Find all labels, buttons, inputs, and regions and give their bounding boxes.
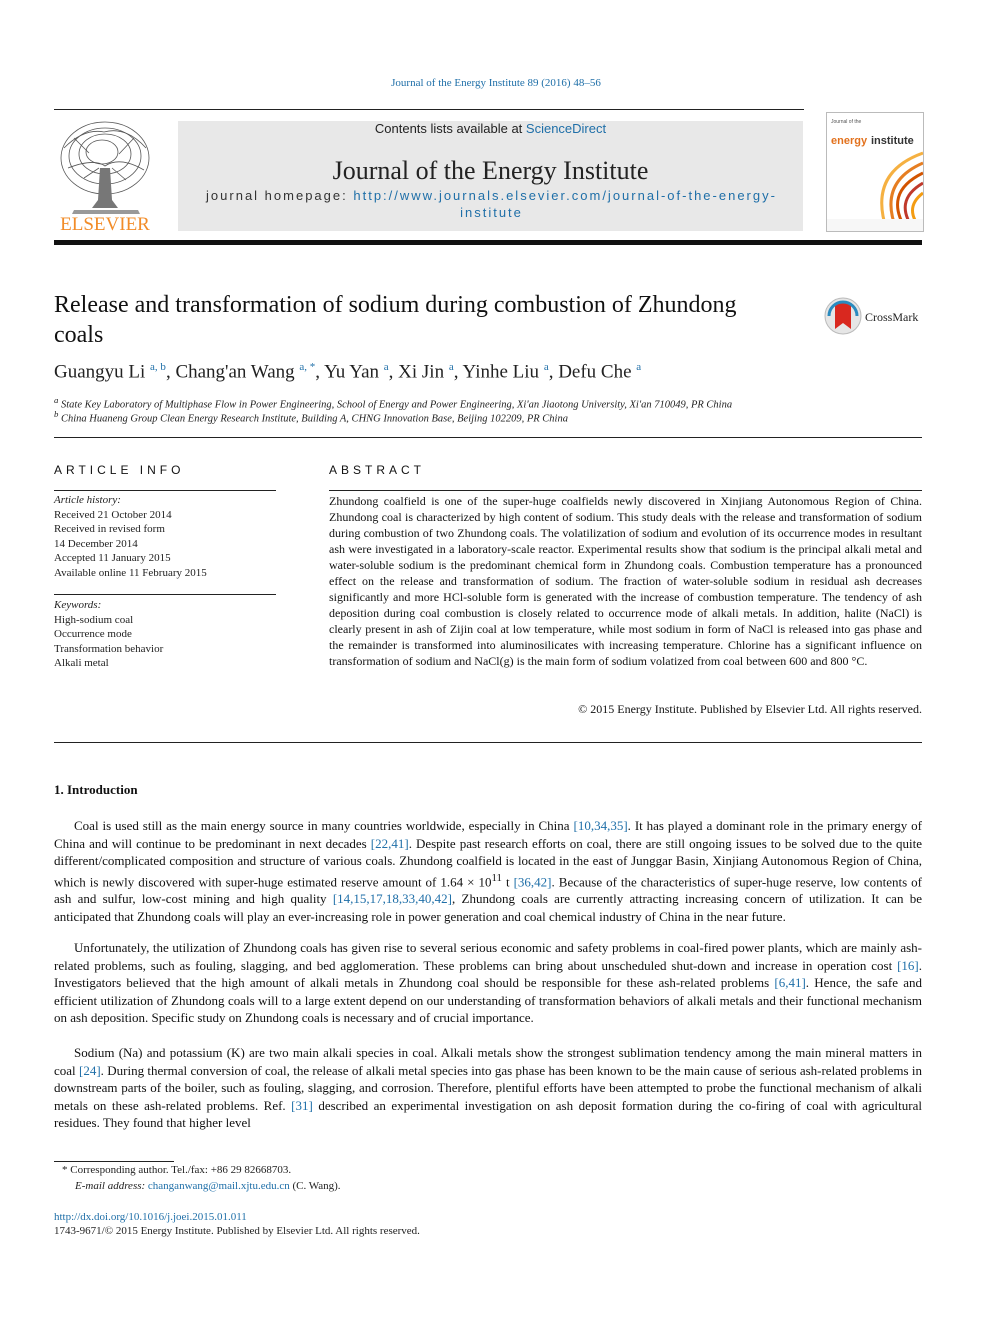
citation-link[interactable]: [14,15,17,18,33,40,42] bbox=[332, 891, 452, 907]
paragraph-text: , Zhundong coals are currently attracting increasing concern of utilization. It can be anticipated that Zhundong coals will play an ever-increasing role in power generation and coal chemical industry of China in the near future. bbox=[54, 891, 922, 924]
author-affiliation-marker[interactable]: a, * bbox=[299, 361, 316, 373]
email-note bbox=[75, 1180, 341, 1192]
paragraph-text: Sodium (Na) and potassium (K) are two main alkali species in coal. Alkali metals show the strongest sublimation tendency among the main mineral matters in coal bbox=[54, 1045, 922, 1078]
paragraph-text: . Because of the characteristics of super-huge reserve, low contents of ash and sulfur, low-cost mining and high quality bbox=[54, 873, 922, 907]
history-item: Available online 11 February 2015 bbox=[54, 566, 207, 579]
author-name[interactable]: Yinhe Liu bbox=[462, 361, 540, 383]
paragraph-text: . Investigators believed that the high amount of alkali metals in Zhundong coal should be responsible for these ash-related problems bbox=[54, 957, 922, 990]
svg-text:CrossMark: CrossMark bbox=[865, 310, 919, 324]
keywords-label: Keywords: bbox=[54, 599, 102, 611]
email-link[interactable]: changanwang@mail.xjtu.edu.cn bbox=[147, 1180, 290, 1192]
author-name[interactable]: Guangyu Li bbox=[54, 361, 146, 383]
history-item: Accepted 11 January 2015 bbox=[54, 552, 171, 564]
header-top-rule bbox=[54, 109, 804, 110]
homepage-label: journal homepage: bbox=[206, 188, 354, 203]
abstract-heading: ABSTRACT bbox=[329, 463, 426, 477]
abstract-text: Zhundong coalfield is one of the super-huge coalfields newly discovered in Xinjiang Autonomous Region of China. Zhundong coal is characterized by high content of sodium. This study deals with the release and transformation of sodium during combustion of two Zhundong coals. The volatilization of sodium and evolution of its occurrence modes in resultant ash were investigated in a laboratory-scale reactor. Experimental results show that sodium is the principal alkali metal and water-soluble sodium is the predominant chemical form in Zhundong coals. Combustion temperature has a pronounced effect on the release and transformation of sodium. The fraction of water-soluble sodium in residual ash decreases significantly and more HCl-soluble form is generated with the increase of combustion temperature. The tendency of ash deposition during coal combustion is closely related to occurrence mode of alkali metals. In addition, halite (NaCl) is clearly present in ash of Zijin coal at low temperature, while most sodium in form of NaCl is released into gas phase and the remainder is transformed into aluminosilicates with increasing temperature. Chlorine has a significant influence on transformation of sodium and NaCl(g) is the main form of sodium volatized from coal between 600 and 800 °C. bbox=[329, 494, 922, 668]
article-info-heading: ARTICLE INFO bbox=[54, 463, 185, 477]
history-item: 14 December 2014 bbox=[54, 537, 138, 550]
corresponding-author-note: * Corresponding author. Tel./fax: +86 29 82668703. bbox=[62, 1164, 292, 1176]
keyword: High-sodium coal bbox=[54, 613, 134, 626]
history-item: Received in revised form bbox=[54, 523, 165, 535]
header-bottom-rule bbox=[54, 240, 922, 245]
author-name[interactable]: Defu Che bbox=[558, 361, 632, 383]
paragraph-text: . Hence, the safe and efficient utilization of Zhundong coals will to a large extent depend on our understanding of transformation behaviors of alkali metals and their functional mechanism on ash deposition. Specific study on Zhundong coals is necessary and of crucial importance. bbox=[54, 975, 923, 1025]
paragraph-text: Coal is used still as the main energy source in many countries worldwide, especially in China bbox=[74, 818, 574, 833]
elsevier-wordmark: ELSEVIER bbox=[60, 214, 150, 234]
journal-homepage bbox=[190, 187, 793, 221]
history-item: Received 21 October 2014 bbox=[54, 508, 172, 521]
affiliation-key: b bbox=[54, 409, 59, 419]
homepage-link[interactable]: http://www.journals.elsevier.com/journal-of-the-energy-institute bbox=[353, 188, 777, 220]
email-suffix: (C. Wang). bbox=[289, 1180, 341, 1192]
footnote-rule bbox=[54, 1161, 174, 1162]
citation-link[interactable]: [6,41] bbox=[774, 975, 806, 990]
affiliation-b bbox=[54, 409, 568, 425]
keywords bbox=[54, 598, 163, 671]
affiliation-key: a bbox=[54, 395, 59, 405]
affiliation-rule bbox=[54, 437, 922, 438]
paragraph-text: . Despite past research efforts on coal, there are still ongoing issues to be solved due to the quite different/complicated composition and structure of various coals. Zhundong coalfield is located in the east of Junggar Basin, Xinjiang Autonomous Region of China, which is newly discovered with super-huge estimated reserve amount of 1.64 × 10 bbox=[54, 835, 923, 889]
keyword: Occurrence mode bbox=[54, 628, 132, 640]
history-label: Article history: bbox=[54, 494, 121, 506]
author-list: Guangyu Li $^{a, b}$, Chang'an Wang $^{a, *}$, Yu Yan $^a$, Xi Jin $^a$, Yinhe Liu $^a$, Defu Che $^a$ bbox=[54, 361, 642, 383]
citation-link[interactable]: [24] bbox=[79, 1062, 101, 1078]
paragraph-text: Unfortunately, the utilization of Zhundong coals has given rise to several serious economic and safety problems in coal-fired power plants, which are mainly ash-related problems, such as fouling, slagging, and bed agglomeration. These problems can bring about unscheduled shut-down and increase in operation cost bbox=[54, 940, 922, 973]
paragraph-text: . During thermal conversion of coal, the release of alkali metal species into gas phase has been known to be the main cause of serious ash-related problems in downstream parts of the boiler, such as fouling, slagging, and corrosion. Therefore, plentiful efforts have been attempted to probe the functional mechanism of alkali metals on these ash-related problems. Ref. bbox=[54, 1062, 922, 1113]
citation-link[interactable]: [31] bbox=[291, 1097, 313, 1113]
elsevier-tree-icon bbox=[54, 118, 156, 234]
author-affiliation-marker[interactable]: a bbox=[543, 361, 549, 373]
author-affiliation-marker[interactable]: a bbox=[448, 361, 454, 373]
citation-link[interactable]: [10,34,35] bbox=[573, 818, 628, 833]
author-name[interactable]: Chang'an Wang bbox=[175, 361, 295, 383]
keywords-rule bbox=[54, 594, 276, 595]
svg-text:energy: energy bbox=[831, 135, 868, 147]
contents-line bbox=[178, 121, 803, 136]
doi-link[interactable]: http://dx.doi.org/10.1016/j.joei.2015.01.011 bbox=[54, 1211, 247, 1223]
author-affiliation-marker[interactable]: a, b bbox=[150, 361, 166, 373]
section-heading-introduction: 1. Introduction bbox=[54, 782, 138, 797]
article-history bbox=[54, 493, 207, 580]
intro-paragraph bbox=[54, 1044, 922, 1132]
paragraph-text: described an experimental investigation on ash deposit formation during the co-firing of coal with agricultural residues. They found that higher level bbox=[54, 1097, 922, 1130]
journal-citation[interactable]: Journal of the Energy Institute 89 (2016) 48–56 bbox=[391, 77, 601, 89]
author-name[interactable]: Yu Yan bbox=[324, 361, 380, 383]
affiliation-text: State Key Laboratory of Multiphase Flow in Power Engineering, School of Energy and Power Engineering, Xi'an Jiaotong University, Xi'an 710049, PR China bbox=[61, 399, 733, 411]
contents-prefix: Contents lists available at bbox=[374, 121, 526, 136]
elsevier-logo[interactable] bbox=[54, 118, 156, 234]
citation-link[interactable]: [22,41] bbox=[370, 835, 409, 851]
cover-art-icon bbox=[827, 113, 923, 231]
journal-cover-thumbnail[interactable] bbox=[826, 112, 924, 232]
abstract-rule bbox=[329, 490, 922, 491]
author-name[interactable]: Xi Jin bbox=[398, 361, 445, 383]
body-rule bbox=[54, 742, 922, 743]
citation-link[interactable]: [36,42] bbox=[513, 873, 552, 889]
intro-paragraph bbox=[54, 939, 922, 1027]
intro-paragraph bbox=[54, 817, 922, 925]
crossmark-icon bbox=[824, 295, 924, 337]
author-affiliation-marker[interactable]: a bbox=[383, 361, 389, 373]
abstract-copyright: © 2015 Energy Institute. Published by Elsevier Ltd. All rights reserved. bbox=[578, 702, 922, 716]
citation-link[interactable]: [16] bbox=[897, 957, 919, 973]
author-affiliation-marker[interactable]: a bbox=[636, 361, 642, 373]
superscript: 11 bbox=[491, 871, 502, 884]
keyword: Transformation behavior bbox=[54, 642, 164, 655]
crossmark-badge[interactable] bbox=[824, 295, 924, 337]
paragraph-text: t bbox=[501, 873, 514, 889]
affiliation-text: China Huaneng Group Clean Energy Research Institute, Building A, CHNG Innovation Base, Beijing 102209, PR China bbox=[61, 413, 568, 425]
sciencedirect-link[interactable]: ScienceDirect bbox=[525, 121, 607, 136]
journal-title[interactable]: Journal of the Energy Institute bbox=[332, 156, 649, 185]
paper-title: Release and transformation of sodium during combustion of Zhundong coals bbox=[54, 292, 737, 348]
keyword: Alkali metal bbox=[54, 657, 109, 669]
svg-text:Journal of the: Journal of the bbox=[831, 119, 862, 125]
paragraph-text: . It has played a dominant role in the primary energy of China and will continue to be predominant in next decades bbox=[54, 818, 922, 851]
svg-text:institute: institute bbox=[871, 135, 914, 147]
email-label: E-mail address: bbox=[75, 1180, 148, 1192]
issn-copyright: 1743-9671/© 2015 Energy Institute. Published by Elsevier Ltd. All rights reserved. bbox=[54, 1225, 420, 1237]
article-info-rule bbox=[54, 490, 276, 491]
